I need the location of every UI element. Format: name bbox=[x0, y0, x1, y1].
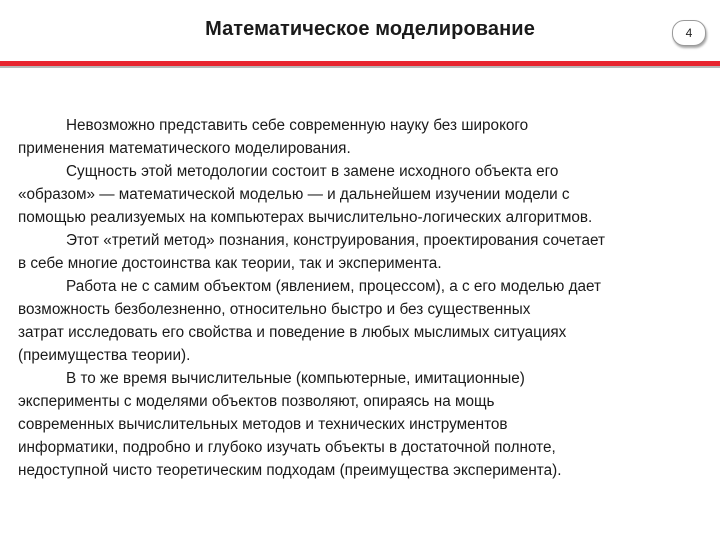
text-line: возможность безболезненно, относительно быстро и без существенных bbox=[18, 301, 531, 318]
text-line: информатики, подробно и глубоко изучать объекты в достаточной полноте, bbox=[18, 439, 556, 456]
text-line: В то же время вычислительные (компьютерные, имитационные) bbox=[66, 370, 525, 387]
text-line: Сущность этой методологии состоит в замене исходного объекта его bbox=[66, 163, 559, 180]
text-line: эксперименты с моделями объектов позволяют, опираясь на мощь bbox=[18, 393, 495, 410]
text-line: применения математического моделирования. bbox=[18, 140, 351, 157]
text-line: недоступной чисто теоретическим подходам (преимущества эксперимента). bbox=[18, 462, 562, 479]
text-line: Работа не с самим объектом (явлением, процессом), а с его моделью дает bbox=[66, 278, 602, 295]
text-line: «образом» — математической моделью — и дальнейшем изучении модели с bbox=[18, 186, 570, 203]
text-line: помощью реализуемых на компьютерах вычислительно-логических алгоритмов. bbox=[18, 209, 593, 226]
text-line: затрат исследовать его свойства и поведение в любых мыслимых ситуациях bbox=[18, 324, 567, 341]
slide-body bbox=[18, 114, 708, 482]
text-line: в себе многие достоинства как теории, так и эксперимента. bbox=[18, 255, 442, 272]
page-number-badge: 4 bbox=[672, 20, 706, 46]
text-line: современных вычислительных методов и технических инструментов bbox=[18, 416, 508, 433]
slide-title: Математическое моделирование bbox=[205, 18, 535, 40]
text-line: Невозможно представить себе современную науку без широкого bbox=[66, 117, 529, 134]
text-line: (преимущества теории). bbox=[18, 347, 191, 364]
text-line: Этот «третий метод» познания, конструирования, проектирования сочетает bbox=[66, 232, 605, 249]
title-divider-shadow bbox=[0, 66, 720, 68]
